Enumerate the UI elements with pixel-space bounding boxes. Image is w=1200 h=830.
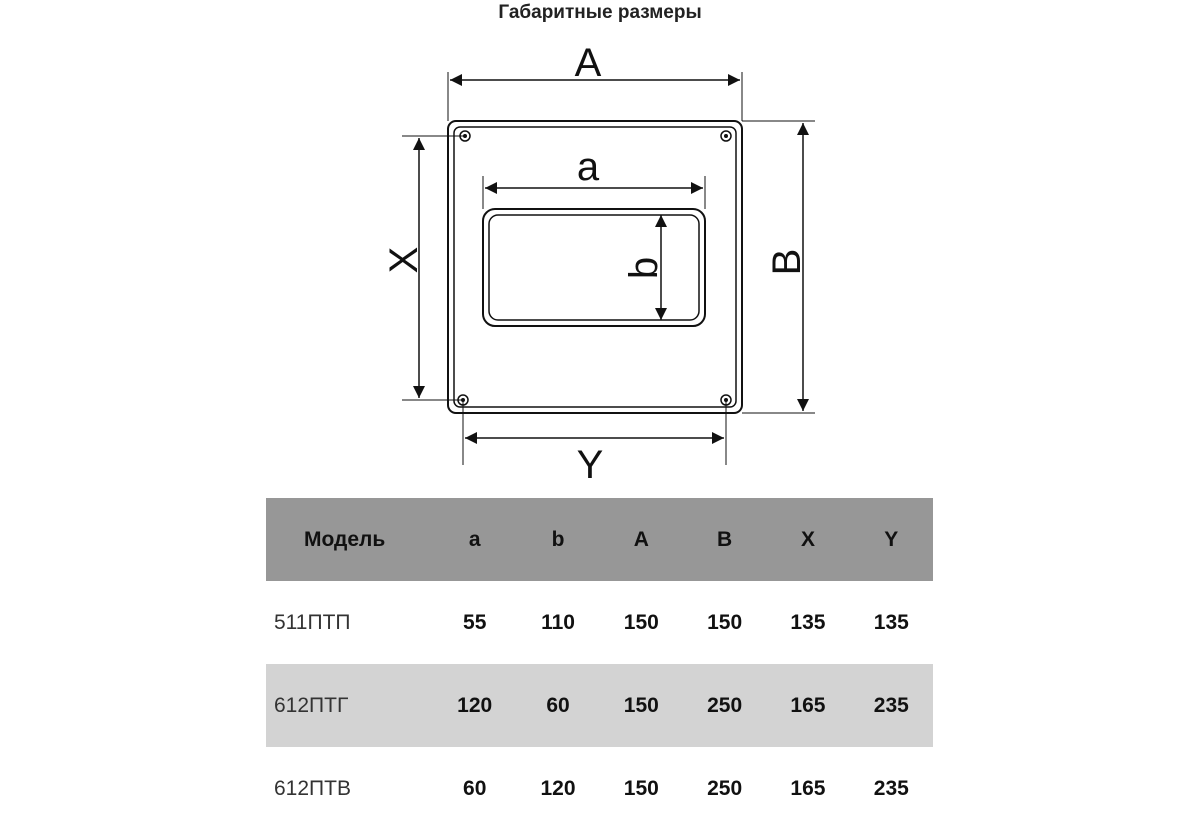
- header-B: B: [717, 527, 733, 551]
- dimension-A: [448, 41, 742, 121]
- cell-Y: 235: [873, 693, 909, 717]
- cell-b: 60: [546, 693, 570, 717]
- cell-a: 120: [457, 693, 493, 717]
- header-a: a: [468, 527, 481, 551]
- table-header-row: [266, 498, 933, 581]
- dimension-B: [742, 121, 815, 413]
- cell-B: 250: [707, 693, 743, 717]
- cell-Y: 235: [873, 776, 909, 800]
- label-a: a: [576, 145, 600, 189]
- header-model: Модель: [304, 527, 386, 551]
- label-Y: Y: [576, 443, 604, 487]
- cell-model: 612ПТВ: [274, 776, 351, 800]
- cell-B: 250: [707, 776, 743, 800]
- header-b: b: [551, 527, 565, 551]
- cell-X: 165: [790, 693, 826, 717]
- cell-X: 135: [790, 610, 826, 634]
- table-row: [266, 581, 933, 664]
- header-Y: Y: [884, 527, 899, 551]
- table-row: [266, 747, 933, 830]
- cell-X: 165: [790, 776, 826, 800]
- page-title: Габаритные размеры: [498, 2, 702, 23]
- dimensions-table: [266, 498, 933, 830]
- cell-model: 511ПТП: [274, 610, 351, 634]
- cell-A: 150: [623, 693, 659, 717]
- label-A: A: [574, 41, 602, 85]
- cell-B: 150: [707, 610, 743, 634]
- label-X: X: [382, 246, 426, 274]
- cell-a: 55: [463, 610, 487, 634]
- cell-b: 110: [541, 610, 575, 634]
- header-X: X: [800, 527, 815, 551]
- label-B: B: [765, 248, 809, 276]
- cell-A: 150: [623, 610, 659, 634]
- label-b: b: [622, 256, 666, 280]
- table-row: [266, 664, 933, 747]
- cell-model: 612ПТГ: [274, 693, 349, 717]
- header-A: A: [633, 527, 649, 551]
- cell-b: 120: [540, 776, 576, 800]
- cell-a: 60: [463, 776, 487, 800]
- cell-A: 150: [623, 776, 659, 800]
- cell-Y: 135: [873, 610, 909, 634]
